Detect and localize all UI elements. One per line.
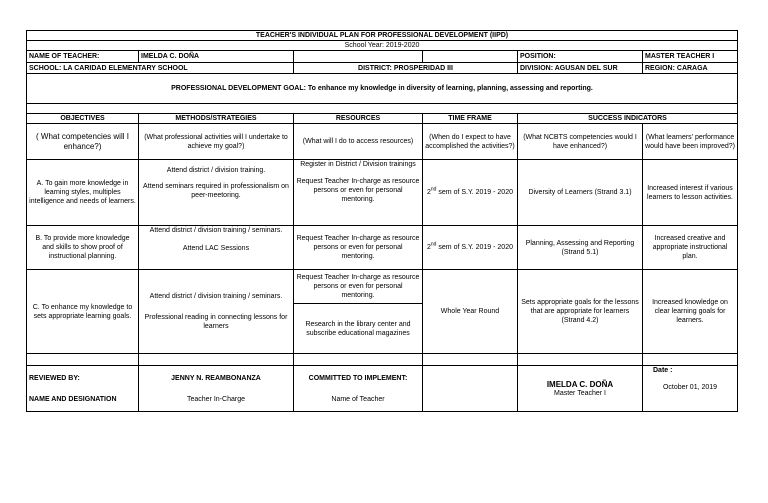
ncbts-cell: Sets appropriate goals for the lessons that are appropriate for learners (Strand 4.2)	[518, 270, 643, 354]
empty-cell	[423, 366, 518, 412]
date-label: Date :	[653, 367, 673, 374]
objective-cell: C. To enhance my knowledge to sets appropriate learning goals.	[27, 270, 139, 354]
teacher-title: Master Teacher I	[553, 389, 606, 397]
question-timeframe: (When do I expect to have accomplished the activities?)	[423, 124, 518, 160]
objective-cell: B. To provide more knowledge and skills to show proof of instructional planning.	[27, 226, 139, 270]
empty-cell	[518, 354, 643, 366]
professional-development-goal: PROFESSIONAL DEVELOPMENT GOAL: To enhance my knowledge in diversity of learning, planning, assessing and reporting.	[27, 74, 738, 104]
learners-cell: Increased interest if various learners to lesson activities.	[643, 160, 738, 226]
header-objectives: OBJECTIVES	[27, 114, 139, 124]
objective-cell: A. To gain more knowledge in learning styles, multiples intelligence and needs of learners.	[27, 160, 139, 226]
resource-cell	[294, 160, 423, 226]
reviewed-by-label: REVIEWED BY:	[29, 374, 80, 382]
header-methods: METHODS/STRATEGIES	[139, 114, 294, 124]
reviewer-name: JENNY N. REAMBONANZA	[171, 374, 261, 382]
question-objectives: ( What competencies will I enhance?)	[27, 124, 139, 160]
empty-cell	[27, 354, 139, 366]
method-line: Attend LAC Sessions	[182, 245, 250, 252]
empty-cell	[294, 51, 423, 63]
name-designation-label: NAME AND DESIGNATION	[29, 395, 117, 403]
ncbts-cell: Planning, Assessing and Reporting (Strand 5.1)	[518, 226, 643, 270]
school-name: SCHOOL: LA CARIDAD ELEMENTARY SCHOOL	[27, 63, 294, 74]
empty-cell	[139, 354, 294, 366]
position-value: MASTER TEACHER I	[643, 51, 738, 63]
question-learners: (What learners' performance would have been improved?)	[643, 124, 738, 160]
date-cell	[643, 366, 738, 412]
question-ncbts: (What NCBTS competencies would I have enhanced?)	[518, 124, 643, 160]
date-value: October 01, 2019	[662, 384, 718, 391]
method-cell	[139, 160, 294, 226]
timeframe-cell: Whole Year Round	[423, 270, 518, 354]
method-line: Attend district / division training / seminars.	[149, 227, 283, 234]
table-row	[27, 226, 738, 270]
division-name: DIVISION: AGUSAN DEL SUR	[518, 63, 643, 74]
method-line: Professional reading in connecting lessons for learners	[144, 314, 288, 330]
name-of-teacher-label: Name of Teacher	[331, 395, 385, 403]
ncbts-cell: Diversity of Learners (Strand 3.1)	[518, 160, 643, 226]
method-cell	[139, 270, 294, 354]
region-name: REGION: CARAGA	[643, 63, 738, 74]
name-label: NAME OF TEACHER:	[27, 51, 139, 63]
timeframe-cell: 2nd sem of S.Y. 2019 - 2020	[423, 226, 518, 270]
empty-cell	[423, 51, 518, 63]
blank-row	[27, 104, 738, 114]
resource-cell: Request Teacher In-charge as resource persons or even for personal mentoring.	[294, 226, 423, 270]
resource-line: Request Teacher In-charge as resource persons or even for personal mentoring.	[296, 178, 420, 203]
header-success-indicators: SUCCESS INDICATORS	[518, 114, 738, 124]
position-label: POSITION:	[518, 51, 643, 63]
district-name: DISTRICT: PROSPERIDAD III	[294, 63, 518, 74]
question-methods: (What professional activities will I undertake to achieve my goal?)	[139, 124, 294, 160]
resource-cell: Research in the library center and subscribe educational magazines	[294, 304, 423, 354]
teacher-name: IMELDA C. DOÑA	[546, 379, 614, 389]
method-line: Attend district / division training.	[166, 167, 266, 174]
reviewed-cell	[27, 366, 139, 412]
reviewer-cell	[139, 366, 294, 412]
table-row	[27, 270, 738, 304]
iipd-table	[26, 30, 738, 412]
committed-cell	[294, 366, 423, 412]
question-resources: (What will I do to access resources)	[294, 124, 423, 160]
timeframe-cell: 2nd sem of S.Y. 2019 - 2020	[423, 160, 518, 226]
school-year: School Year: 2019-2020	[27, 41, 738, 51]
committed-label: COMMITTED TO IMPLEMENT:	[308, 374, 408, 382]
empty-cell	[423, 354, 518, 366]
document-title: TEACHER'S INDIVIDUAL PLAN FOR PROFESSIONAL DEVELOPMENT (IIPD)	[27, 31, 738, 41]
learners-cell: Increased knowledge on clear learning goals for learners.	[643, 270, 738, 354]
reviewer-title: Teacher In-Charge	[187, 395, 245, 403]
method-line: Attend district / division training / seminars.	[149, 293, 283, 300]
table-row	[27, 160, 738, 226]
empty-cell	[643, 354, 738, 366]
method-cell	[139, 226, 294, 270]
header-timeframe: TIME FRAME	[423, 114, 518, 124]
header-resources: RESOURCES	[294, 114, 423, 124]
resource-line: Register in District / Division trainings	[300, 161, 416, 168]
method-line: Attend seminars required in professionalism on peer-meetoring.	[143, 183, 289, 199]
name-value: IMELDA C. DOÑA	[139, 51, 294, 63]
teacher-signature-cell	[518, 366, 643, 412]
learners-cell: Increased creative and appropriate instructional plan.	[643, 226, 738, 270]
resource-cell: Request Teacher In-charge as resource persons or even for personal mentoring.	[294, 270, 423, 304]
empty-cell	[294, 354, 423, 366]
